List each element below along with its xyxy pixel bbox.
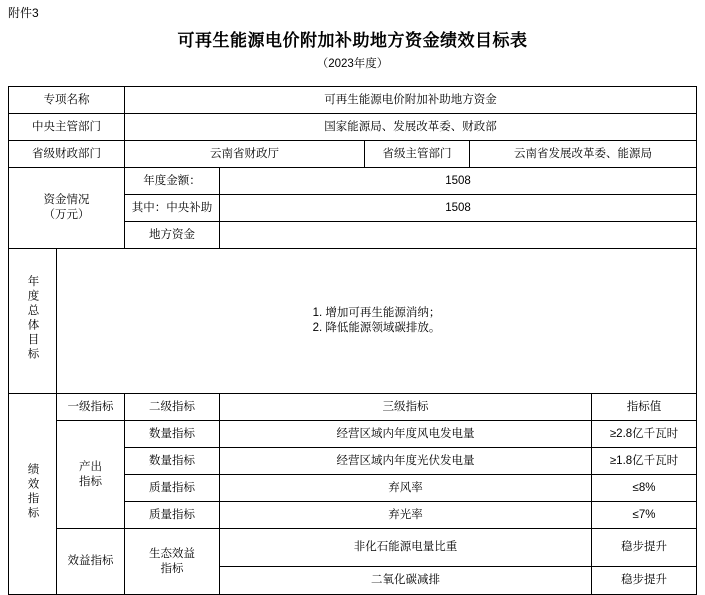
indicator-level2: 数量指标 bbox=[125, 448, 220, 475]
province-dept-value: 云南省发展改革委、能源局 bbox=[470, 141, 697, 168]
group-benefit-sub-label bbox=[125, 529, 220, 595]
indicator-level3: 非化石能源电量比重 bbox=[220, 529, 592, 567]
special-name-label: 专项名称 bbox=[9, 87, 125, 114]
table-row-central-dept bbox=[9, 114, 697, 141]
indicator-header-level1: 一级指标 bbox=[57, 394, 125, 421]
indicator-value: ≥2.8亿千瓦时 bbox=[592, 421, 697, 448]
indicator-level3: 经营区域内年度光伏发电量 bbox=[220, 448, 592, 475]
central-subsidy-label: 其中：中央补助 bbox=[125, 195, 220, 222]
table-row-overall-goal bbox=[9, 249, 697, 394]
performance-label-text: 绩效指标 bbox=[26, 462, 39, 521]
overall-goal-line-2: 2. 降低能源领域碳排放。 bbox=[312, 322, 441, 334]
group-output-line1: 产出 bbox=[79, 460, 102, 473]
central-subsidy-value: 1508 bbox=[220, 195, 697, 222]
group-output-label bbox=[57, 421, 125, 529]
central-dept-value: 国家能源局、发展改革委、财政部 bbox=[125, 114, 697, 141]
table-row bbox=[9, 529, 697, 567]
indicator-level3: 经营区域内年度风电发电量 bbox=[220, 421, 592, 448]
indicator-value: ≤8% bbox=[592, 475, 697, 502]
table-row-province-dept bbox=[9, 141, 697, 168]
performance-label bbox=[9, 394, 57, 595]
performance-goal-table bbox=[8, 86, 697, 595]
overall-goal-line-1: 1. 增加可再生能源消纳； bbox=[312, 307, 441, 319]
overall-goal-label bbox=[9, 249, 57, 394]
indicator-value: 稳步提升 bbox=[592, 567, 697, 595]
indicator-level2: 质量指标 bbox=[125, 502, 220, 529]
table-row bbox=[9, 421, 697, 448]
indicator-level2: 数量指标 bbox=[125, 421, 220, 448]
table-row-annual-amount bbox=[9, 168, 697, 195]
page-subtitle: （2023年度） bbox=[316, 58, 389, 70]
central-dept-label: 中央主管部门 bbox=[9, 114, 125, 141]
indicator-header-value: 指标值 bbox=[592, 394, 697, 421]
table-row-special-name bbox=[9, 87, 697, 114]
table-row-indicator-header bbox=[9, 394, 697, 421]
funds-label bbox=[9, 168, 125, 249]
group-benefit-sub-line2: 指标 bbox=[160, 562, 184, 575]
overall-goal-label-text: 年度总体目标 bbox=[26, 275, 39, 362]
attachment-label: 附件3 bbox=[8, 6, 39, 20]
page-title: 可再生能源电价附加补助地方资金绩效目标表 bbox=[177, 31, 528, 50]
local-fund-value bbox=[220, 222, 697, 249]
indicator-level3: 二氧化碳减排 bbox=[220, 567, 592, 595]
province-finance-label: 省级财政部门 bbox=[9, 141, 125, 168]
group-output-line2: 指标 bbox=[79, 475, 102, 488]
funds-label-line1: 资金情况 bbox=[43, 194, 90, 206]
group-benefit-sub-line1: 生态效益 bbox=[149, 547, 195, 560]
indicator-value: ≤7% bbox=[592, 502, 697, 529]
province-finance-value: 云南省财政厅 bbox=[125, 141, 365, 168]
indicator-header-level3: 三级指标 bbox=[220, 394, 592, 421]
special-name-value: 可再生能源电价附加补助地方资金 bbox=[125, 87, 697, 114]
overall-goal-content bbox=[57, 249, 697, 394]
province-dept-label: 省级主管部门 bbox=[365, 141, 470, 168]
indicator-header-level2: 二级指标 bbox=[125, 394, 220, 421]
group-benefit-label: 效益指标 bbox=[57, 529, 125, 595]
local-fund-label: 地方资金 bbox=[125, 222, 220, 249]
annual-amount-value: 1508 bbox=[220, 168, 697, 195]
annual-amount-label: 年度金额： bbox=[125, 168, 220, 195]
indicator-level3: 弃光率 bbox=[220, 502, 592, 529]
indicator-value: ≥1.8亿千瓦时 bbox=[592, 448, 697, 475]
indicator-level2: 质量指标 bbox=[125, 475, 220, 502]
indicator-value: 稳步提升 bbox=[592, 529, 697, 567]
indicator-level3: 弃风率 bbox=[220, 475, 592, 502]
funds-label-line2: （万元） bbox=[43, 209, 90, 221]
